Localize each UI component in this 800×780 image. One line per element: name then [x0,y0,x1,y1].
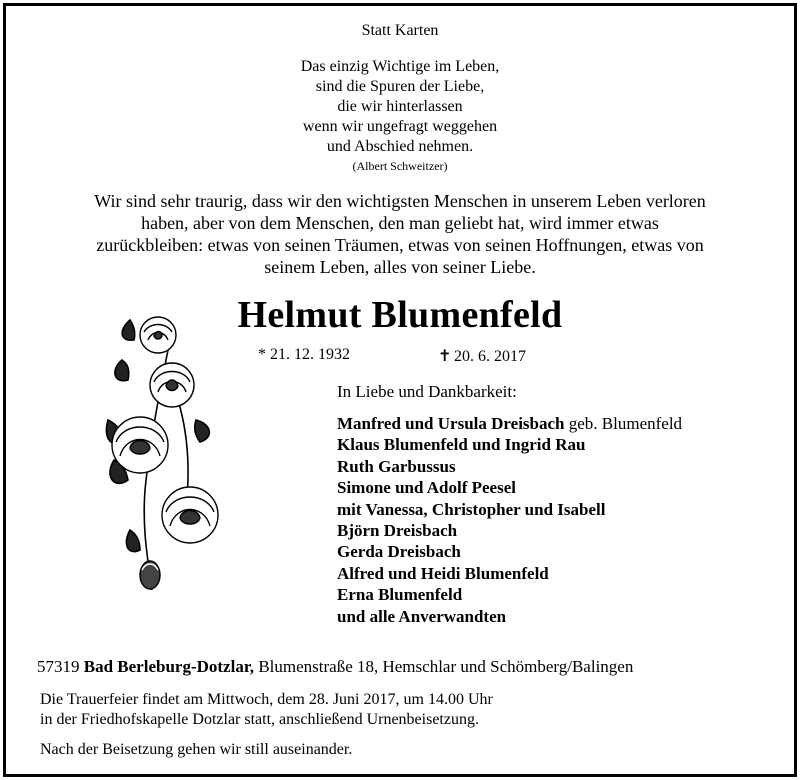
address-rest: Blumenstraße 18, Hemschlar und Schömberg/Balingen [258,657,634,676]
family-member [337,477,682,498]
roses-illustration [100,300,230,600]
rose-icon [140,317,176,353]
family-member-name: Ruth Garbussus [337,456,456,476]
family-member [337,413,682,434]
family-member-name: Gerda Dreisbach [337,542,461,562]
family-member [337,520,682,541]
family-member [337,584,682,605]
intro-line: zurückbleiben: etwas von seinen Träumen, etwas von seinen Hoffnungen, etwas von [96,235,704,255]
family-member [337,456,682,477]
poem-line: sind die Spuren der Liebe, [315,78,485,95]
death-date [438,346,526,366]
leaf-icon [115,360,129,381]
deceased-name: Helmut Blumenfeld [237,294,563,336]
family-member-name: Klaus Blumenfeld und Ingrid Rau [337,435,586,455]
intro-line: seinem Leben, alles von seiner Liebe. [264,257,536,277]
birth-date: * 21. 12. 1932 [258,346,350,363]
leaf-icon [126,530,140,552]
header-text: Statt Karten [361,22,439,39]
family-member [337,541,682,562]
family-member [337,606,682,627]
family-member [337,434,682,455]
poem-line: die wir hinterlassen [337,98,463,115]
rosebud-icon [140,561,160,589]
family-member-suffix: geb. Blumenfeld [564,414,683,433]
address-city: Bad Berleburg-Dotzlar, [83,657,255,676]
family-list [337,413,682,627]
address-line [37,657,633,677]
family-member [337,499,682,520]
leaf-icon [122,320,135,340]
funeral-info [40,690,493,730]
family-member-name: mit Vanessa, Christopher und Isabell [337,499,606,519]
leaf-icon [195,420,210,442]
funeral-line: Die Trauerfeier findet am Mittwoch, dem 28. Juni 2017, um 14.00 Uhr [40,691,493,708]
poem-line: wenn wir ungefragt weggehen [302,118,498,135]
family-member-name: Björn Dreisbach [337,521,458,541]
family-member-name: Alfred und Heidi Blumenfeld [337,563,549,583]
death-date-value: 20. 6. 2017 [454,348,526,365]
cross-icon: ✝ [438,348,452,365]
rose-icon [162,487,218,543]
family-member-name: Simone und Adolf Peesel [337,478,516,498]
poem-line: und Abschied nehmen. [326,138,474,155]
family-member-name: Erna Blumenfeld [337,585,463,605]
poem [0,57,800,175]
family-member-name: Manfred und Ursula Dreisbach [337,414,565,433]
rose-icon [112,417,168,473]
poem-author: (Albert Schweitzer) [352,159,448,173]
address-zip: 57319 [37,657,80,676]
intro-line: haben, aber von dem Menschen, den man geliebt hat, wird immer etwas [141,213,659,233]
intro-text [0,190,800,278]
poem-line: Das einzig Wichtige im Leben, [300,58,500,75]
funeral-line: in der Friedhofskapelle Dotzlar statt, anschließend Urnenbeisetzung. [40,711,479,728]
rose-icon [150,363,194,407]
intro-line: Wir sind sehr traurig, dass wir den wichtigsten Menschen in unserem Leben verloren [94,191,706,211]
thanks-line: In Liebe und Dankbarkeit: [337,382,517,401]
family-member [337,563,682,584]
family-member-name: und alle Anverwandten [337,606,507,626]
closing-line: Nach der Beisetzung gehen wir still auseinander. [40,741,353,758]
